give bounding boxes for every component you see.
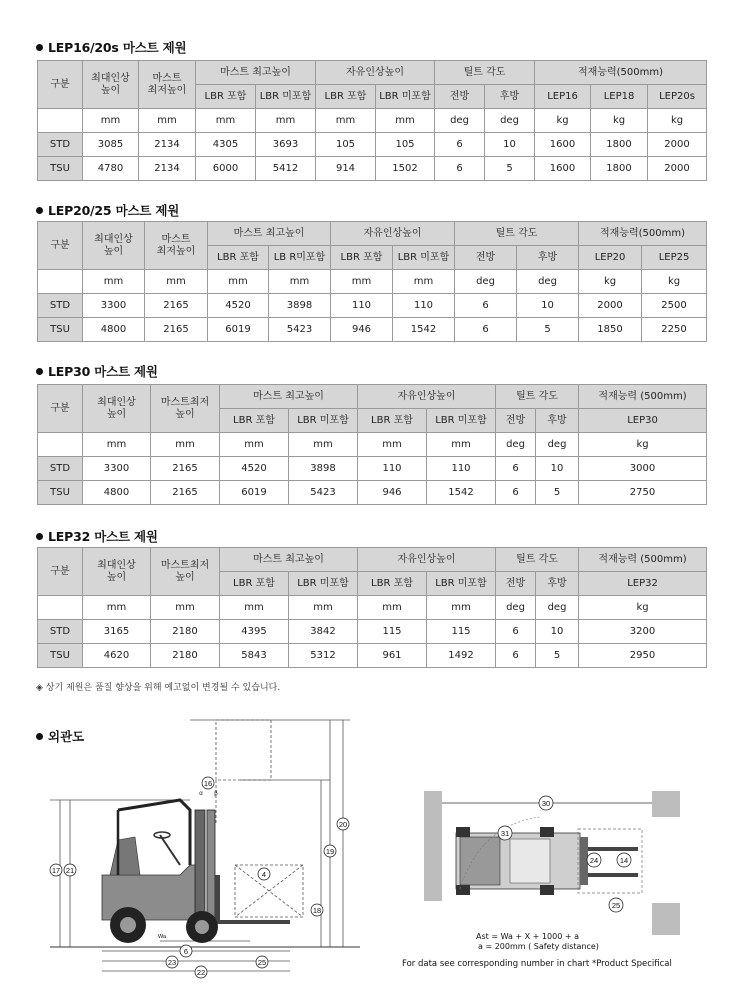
cell: 10 [517,294,579,318]
cell: 110 [358,457,427,481]
unit-cell: mm [427,433,496,457]
subheader: 후방 [517,246,579,270]
header-max-lift: 최대인상 높이 [83,222,145,270]
marker-25-label: 25 [611,901,621,910]
cell: 2165 [145,318,208,342]
section-title: LEP32 마스트 제원 [36,527,158,545]
cell: 6019 [208,318,269,342]
subheader: 전방 [496,409,536,433]
subheader: LBR 미포함 [376,85,435,109]
unit-row-blank [38,109,83,133]
cell: 5412 [256,157,316,181]
subheader: LEP25 [642,246,707,270]
cell: 1542 [393,318,455,342]
header-capacity: 적재능력(500mm) [535,61,707,85]
cell: 2134 [139,133,196,157]
cell: 5312 [289,644,358,668]
header-group-col: 구분 [38,385,83,433]
marker-4-label: 4 [261,870,267,879]
subheader: LBR 포함 [331,246,393,270]
cell: 2000 [648,133,707,157]
unit-cell: kg [535,109,591,133]
cell: 105 [316,133,376,157]
forklift-top-icon [456,827,642,895]
unit-cell: mm [220,596,289,620]
cell: 2165 [151,457,220,481]
row-label: STD [38,620,83,644]
unit-cell: mm [316,109,376,133]
cell: 110 [393,294,455,318]
unit-cell: kg [579,433,707,457]
section-title: LEP16/20s 마스트 제원 [36,38,186,56]
cell: 6 [435,157,485,181]
spec-table-lep16-20s [37,60,707,181]
cell: 1600 [535,157,591,181]
table-row [38,644,707,668]
cell: 5423 [269,318,331,342]
subheader: LBR 포함 [358,409,427,433]
row-label: TSU [38,157,83,181]
unit-row-blank [38,596,83,620]
unit-cell: mm [83,596,151,620]
header-mast-max: 마스트 최고높이 [220,548,358,572]
disclaimer-note: ◈ 상기 제원은 품질 향상을 위해 예고없이 변경될 수 있습니다. [36,683,281,693]
unit-cell: mm [139,109,196,133]
subheader: 전방 [496,572,536,596]
marker-22-label: 22 [196,968,206,977]
header-mast-min: 마스트최저 높이 [151,385,220,433]
unit-cell: kg [648,109,707,133]
unit-cell: mm [289,596,358,620]
cell: 3898 [269,294,331,318]
row-label: TSU [38,481,83,505]
cell: 105 [376,133,435,157]
header-free-lift: 자유인상높이 [358,548,496,572]
unit-cell: deg [455,270,517,294]
cell: 2500 [642,294,707,318]
header-max-lift: 최대인상 높이 [83,61,139,109]
marker-30-label: 30 [541,799,551,808]
cell: 3300 [83,457,151,481]
cell: 110 [427,457,496,481]
unit-cell: mm [393,270,455,294]
header-mast-min: 마스트최저 높이 [151,548,220,596]
row-label: STD [38,294,83,318]
cell: 2180 [151,620,220,644]
row-label: STD [38,133,83,157]
section-title: LEP20/25 마스트 제원 [36,201,179,219]
header-mast-min: 마스트 최저높이 [139,61,196,109]
subheader: LEP20 [579,246,642,270]
header-tilt: 틸트 각도 [496,385,579,409]
cell: 6 [455,318,517,342]
table-row [38,620,707,644]
header-group-col: 구분 [38,548,83,596]
marker-19-label: 19 [325,847,335,856]
cell: 5 [517,318,579,342]
subheader: LBR 포함 [208,246,269,270]
unit-cell: kg [591,109,648,133]
cell: 961 [358,644,427,668]
cell: 3085 [83,133,139,157]
beta-label: β [214,791,218,797]
cell: 2165 [145,294,208,318]
cell: 4305 [196,133,256,157]
table-row [38,318,707,342]
cell: 1600 [535,133,591,157]
unit-cell: mm [220,433,289,457]
marker-23-label: 23 [167,958,177,967]
unit-cell: deg [496,433,536,457]
unit-cell: mm [145,270,208,294]
cell: 1542 [427,481,496,505]
cell: 2250 [642,318,707,342]
row-label: STD [38,457,83,481]
aisle-block [652,903,680,935]
cell: 3200 [579,620,707,644]
unit-cell: mm [151,433,220,457]
cell: 6019 [220,481,289,505]
cell: 6 [496,481,536,505]
marker-24-label: 24 [589,856,599,865]
cell: 4395 [220,620,289,644]
subheader: LEP30 [579,409,707,433]
header-max-lift: 최대인상 높이 [83,548,151,596]
bullet-icon [36,44,43,51]
spec-table-lep32 [37,547,707,668]
unit-row-blank [38,433,83,457]
header-capacity: 적재능력 (500mm) [579,548,707,572]
forklift-top-view [420,785,692,935]
aisle-block [652,791,680,817]
unit-cell: deg [496,596,536,620]
header-tilt: 틸트 각도 [455,222,579,246]
cell: 5843 [220,644,289,668]
cell: 2950 [579,644,707,668]
cell: 5 [536,644,579,668]
table-row [38,294,707,318]
unit-cell: deg [517,270,579,294]
table-row [38,133,707,157]
cell: 1502 [376,157,435,181]
marker-20-label: 20 [338,820,348,829]
cell: 10 [536,620,579,644]
unit-cell: mm [208,270,269,294]
cell: 3842 [289,620,358,644]
unit-cell: mm [289,433,358,457]
marker-16-label: 16 [203,779,213,788]
header-tilt: 틸트 각도 [496,548,579,572]
row-label: TSU [38,644,83,668]
cell: 946 [358,481,427,505]
cell: 3693 [256,133,316,157]
cell: 4520 [220,457,289,481]
spec-table-lep20-25 [37,221,707,342]
forklift-side-view [40,715,370,980]
subheader: 후방 [536,409,579,433]
header-free-lift: 자유인상높이 [316,61,435,85]
header-capacity: 적재능력(500mm) [579,222,707,246]
subheader: 전방 [455,246,517,270]
subheader: LBR 미포함 [289,409,358,433]
marker-17-label: 17 [51,866,61,875]
unit-cell: mm [83,270,145,294]
header-max-lift: 최대인상 높이 [83,385,151,433]
diagram-title: 외관도 [36,727,84,745]
cell: 4800 [83,318,145,342]
formula-safety: a = 200mm ( Safety distance) [478,942,599,951]
cell: 6 [496,644,536,668]
cell: 1800 [591,133,648,157]
unit-cell: deg [536,596,579,620]
cell: 2000 [579,294,642,318]
unit-cell: mm [151,596,220,620]
section-title: LEP30 마스트 제원 [36,362,158,380]
unit-cell: mm [427,596,496,620]
header-free-lift: 자유인상높이 [331,222,455,246]
subheader: LEP20s [648,85,707,109]
cell: 10 [536,457,579,481]
marker-14-label: 14 [619,856,629,865]
subheader: 후방 [485,85,535,109]
header-mast-max: 마스트 최고높이 [196,61,316,85]
cell: 115 [358,620,427,644]
cell: 6 [496,457,536,481]
unit-cell: deg [485,109,535,133]
cell: 1492 [427,644,496,668]
formula-ast: Ast = Wa + X + 1000 + a [476,932,579,941]
cell: 5423 [289,481,358,505]
unit-cell: mm [358,433,427,457]
subheader: 전방 [435,85,485,109]
header-tilt: 틸트 각도 [435,61,535,85]
marker-6-label: 6 [183,947,189,956]
header-group-col: 구분 [38,61,83,109]
marker-31-label: 31 [500,829,510,838]
header-free-lift: 자유인상높이 [358,385,496,409]
unit-row-blank [38,270,83,294]
subheader: LEP16 [535,85,591,109]
unit-cell: kg [579,596,707,620]
cell: 4520 [208,294,269,318]
unit-cell: mm [376,109,435,133]
wa-label: Wa [157,934,167,940]
cell: 2180 [151,644,220,668]
cell: 4800 [83,481,151,505]
cell: 2000 [648,157,707,181]
cell: 3000 [579,457,707,481]
raised-mast-outline [216,720,271,780]
header-mast-max: 마스트 최고높이 [208,222,331,246]
cell: 6000 [196,157,256,181]
subheader: LEP18 [591,85,648,109]
cell: 914 [316,157,376,181]
cell: 10 [485,133,535,157]
subheader: LBR 미포함 [393,246,455,270]
cell: 115 [427,620,496,644]
cell: 6 [455,294,517,318]
unit-cell: mm [256,109,316,133]
cell: 4780 [83,157,139,181]
unit-cell: mm [196,109,256,133]
unit-cell: kg [642,270,707,294]
marker-21-label: 21 [65,866,75,875]
row-label: TSU [38,318,83,342]
unit-cell: mm [83,433,151,457]
header-capacity: 적재능력 (500mm) [579,385,707,409]
cell: 110 [331,294,393,318]
unit-cell: mm [83,109,139,133]
subheader: LBR 미포함 [289,572,358,596]
cell: 2750 [579,481,707,505]
subheader: LBR 포함 [220,409,289,433]
subheader: LBR 포함 [196,85,256,109]
subheader: LBR 포함 [220,572,289,596]
cell: 1850 [579,318,642,342]
table-row [38,457,707,481]
unit-cell: deg [435,109,485,133]
unit-cell: mm [358,596,427,620]
unit-cell: mm [331,270,393,294]
cell: 3898 [289,457,358,481]
cell: 946 [331,318,393,342]
cell: 3165 [83,620,151,644]
cell: 4620 [83,644,151,668]
unit-cell: deg [536,433,579,457]
cell: 5 [485,157,535,181]
cell: 6 [435,133,485,157]
cell: 6 [496,620,536,644]
marker-18-label: 18 [312,906,322,915]
cell: 3300 [83,294,145,318]
marker-25-label: 25 [257,958,267,967]
bullet-icon [36,533,43,540]
header-mast-max: 마스트 최고높이 [220,385,358,409]
table-row [38,481,707,505]
bullet-icon [36,207,43,214]
bullet-icon [36,368,43,375]
subheader: LBR 미포함 [256,85,316,109]
subheader: LBR 포함 [358,572,427,596]
subheader: LBR 미포함 [427,572,496,596]
cell: 1800 [591,157,648,181]
subheader: LBR 미포함 [427,409,496,433]
cell: 2134 [139,157,196,181]
table-row [38,157,707,181]
cell: 5 [536,481,579,505]
alpha-label: α [199,791,203,797]
diagram-footnote: For data see corresponding number in chart *Product Specifical [402,959,672,969]
aisle-block [424,791,442,901]
subheader: LB R미포함 [269,246,331,270]
header-mast-min: 마스트 최저높이 [145,222,208,270]
subheader: 후방 [536,572,579,596]
subheader: LEP32 [579,572,707,596]
cell: 2165 [151,481,220,505]
header-group-col: 구분 [38,222,83,270]
spec-table-lep30 [37,384,707,505]
subheader: LBR 포함 [316,85,376,109]
unit-cell: mm [269,270,331,294]
unit-cell: kg [579,270,642,294]
